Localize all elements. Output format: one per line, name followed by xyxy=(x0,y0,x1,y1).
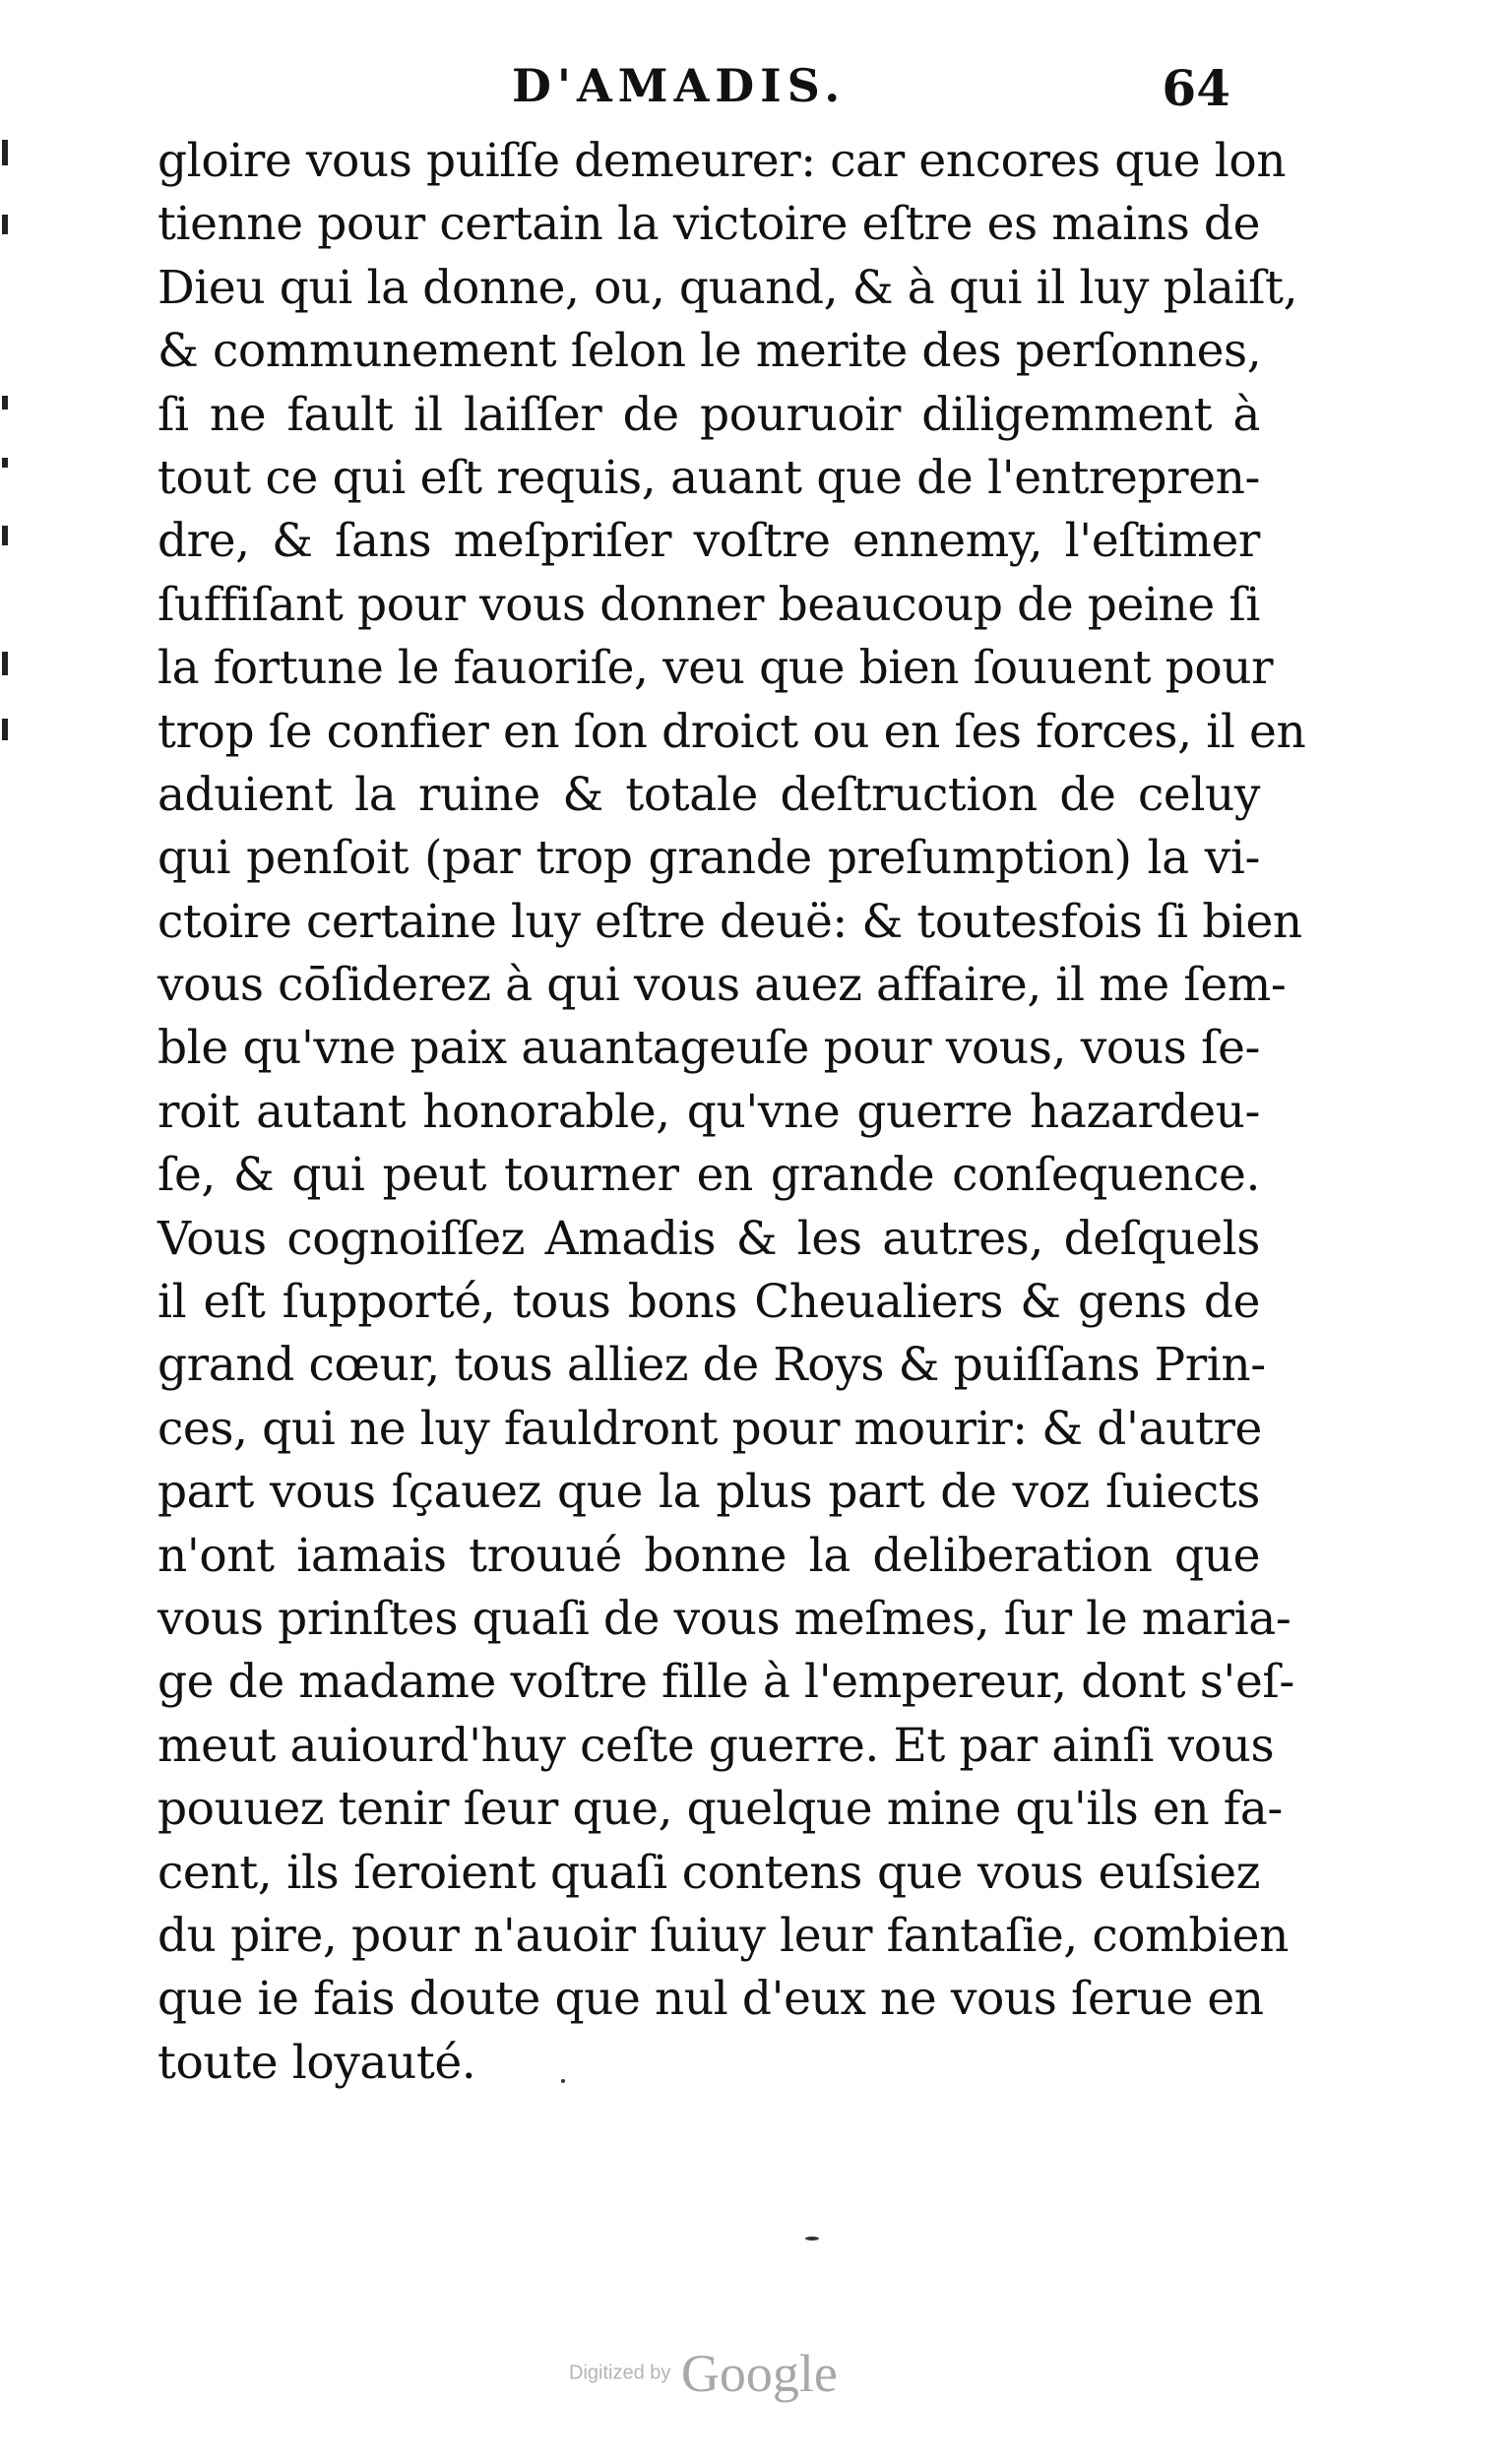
text-line: vous cōſiderez à qui vous auez affaire, il me ſem- xyxy=(158,958,1287,1013)
text-line: ſe, & qui peut tourner en grande conſequence. xyxy=(158,1148,1260,1203)
text-line: part vous ſçauez que la plus part de voz ſuiects xyxy=(158,1465,1260,1520)
text-line: gloire vous puiſſe demeurer: car encores que lon xyxy=(158,134,1287,188)
text-line: roit autant honorable, qu'vne guerre hazardeu- xyxy=(158,1084,1260,1139)
running-head-title: D'AMADIS. xyxy=(512,59,847,112)
text-line: ble qu'vne paix auantageuſe pour vous, vous ſe- xyxy=(158,1021,1260,1076)
text-line: la fortune le fauoriſe, veu que bien ſouuent pour xyxy=(158,641,1274,696)
text-line: ces, qui ne luy fauldront pour mourir: & d'autre xyxy=(158,1401,1262,1456)
text-line: ge de madame voſtre fille à l'empereur, dont s'eſ- xyxy=(158,1655,1294,1710)
text-line: tienne pour certain la victoire eſtre es mains de xyxy=(158,197,1260,252)
page-number: 64 xyxy=(1162,59,1230,117)
text-line: pouuez tenir ſeur que, quelque mine qu'ils en fa- xyxy=(158,1782,1283,1837)
google-logo: Google xyxy=(680,2344,838,2403)
body-text xyxy=(158,130,1306,2095)
ink-speck xyxy=(561,2079,565,2083)
text-line: que ie fais doute que nul d'eux ne vous ſerue en xyxy=(158,1972,1264,2027)
digitized-by-watermark xyxy=(569,2343,838,2404)
digitized-by-label: Digitized by xyxy=(569,2362,671,2384)
text-line: ſuffiſant pour vous donner beaucoup de peine ſi xyxy=(158,577,1260,632)
text-line: grand cœur, tous alliez de Roys & puiſſans Prin- xyxy=(158,1338,1266,1393)
text-line: du pire, pour n'auoir ſuiuy leur fantaſie, combien xyxy=(158,1908,1289,1963)
bleed-through-marks xyxy=(0,128,14,768)
ink-speck xyxy=(805,2237,819,2240)
text-line: Dieu qui la donne, ou, quand, & à qui il luy plaiſt, xyxy=(158,260,1298,315)
text-line: ſi ne fault il laiſſer de pouruoir diligemment à xyxy=(158,387,1260,442)
text-line: dre, & ſans meſpriſer voſtre ennemy, l'eſtimer xyxy=(158,514,1260,569)
text-line: & communement ſelon le merite des perſonnes, xyxy=(158,324,1262,379)
running-head xyxy=(158,59,1230,118)
text-line: ctoire certaine luy eſtre deuë: & toutesfois ſi bien xyxy=(158,894,1302,949)
text-line: il eſt ſupporté, tous bons Cheualiers & gens de xyxy=(158,1275,1260,1330)
text-line: qui penſoit (par trop grande preſumption) la vi- xyxy=(158,831,1260,886)
text-line: cent, ils ſeroient quaſi contens que vous euſsiez xyxy=(158,1845,1260,1900)
text-line: vous prinſtes quaſi de vous meſmes, ſur le maria- xyxy=(158,1591,1292,1646)
text-line-final: toute loyauté. xyxy=(158,2035,476,2090)
text-line: meut auiourd'huy ceſte guerre. Et par ainſi vous xyxy=(158,1718,1275,1773)
text-line: Vous cognoiſſez Amadis & les autres, deſquels xyxy=(158,1211,1260,1266)
text-line: aduient la ruine & totale deſtruction de celuy xyxy=(158,767,1260,822)
text-line: n'ont iamais trouué bonne la deliberation que xyxy=(158,1528,1260,1583)
text-line: tout ce qui eſt requis, auant que de l'entrepren- xyxy=(158,450,1260,505)
text-line: trop ſe confier en ſon droict ou en ſes forces, il en xyxy=(158,704,1306,759)
